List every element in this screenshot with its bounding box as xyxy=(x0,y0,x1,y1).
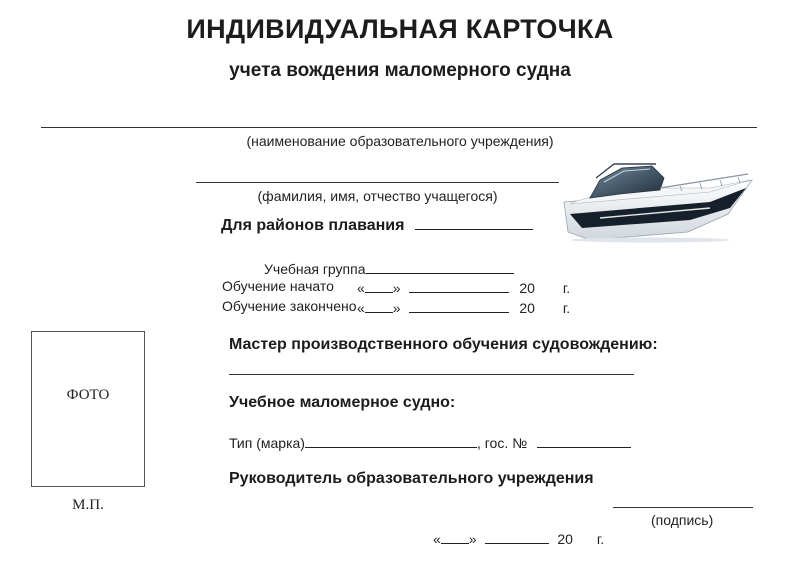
end-year-prefix: 20 xyxy=(519,300,535,316)
group-field xyxy=(264,259,514,277)
end-date-field xyxy=(357,298,570,316)
start-quote-close: » xyxy=(392,280,401,296)
director-year-prefix: 20 xyxy=(557,531,573,547)
end-quote-open: « xyxy=(357,300,365,316)
photo-label: ФОТО xyxy=(66,387,110,403)
end-quote-close: » xyxy=(392,300,401,316)
director-quote-open: « xyxy=(433,531,441,547)
institution-caption: (наименование образовательного учреждения) xyxy=(246,133,554,149)
end-day-line[interactable] xyxy=(365,298,393,313)
vessel-type-line[interactable] xyxy=(305,433,477,448)
director-year-suffix: г. xyxy=(596,531,605,547)
vessel-reg-line[interactable] xyxy=(537,433,631,448)
director-day-line[interactable] xyxy=(441,529,469,544)
end-label: Обучение закончено xyxy=(222,298,357,314)
end-month-line[interactable] xyxy=(409,298,509,313)
end-year-suffix: г. xyxy=(562,300,571,316)
start-year-prefix: 20 xyxy=(519,280,535,296)
vessel-reg-label: , гос. № xyxy=(476,435,528,451)
start-label: Обучение начато xyxy=(222,278,334,294)
regions-input-line[interactable] xyxy=(415,215,533,230)
card-title: ИНДИВИДУАЛЬНАЯ КАРТОЧКА xyxy=(186,14,614,44)
stamp-label: М.П. xyxy=(72,497,104,513)
start-month-line[interactable] xyxy=(409,278,509,293)
motorboat-icon xyxy=(560,158,755,243)
regions-field xyxy=(221,215,533,235)
master-label: Мастер производственного обучения судовождению: xyxy=(229,336,658,353)
master-name-line[interactable] xyxy=(229,374,634,375)
regions-label: Для районов плавания xyxy=(221,217,405,234)
group-label: Учебная группа xyxy=(264,261,366,277)
start-day-line[interactable] xyxy=(365,278,393,293)
institution-line xyxy=(41,127,757,128)
student-caption: (фамилия, имя, отчество учащегося) xyxy=(257,188,498,204)
director-month-line[interactable] xyxy=(485,529,549,544)
start-quote-open: « xyxy=(357,280,365,296)
vessel-type-label: Тип (марка) xyxy=(229,435,305,451)
photo-box xyxy=(31,331,145,487)
start-date-field xyxy=(357,278,570,296)
student-name-line xyxy=(196,182,559,183)
director-label: Руководитель образовательного учреждения xyxy=(229,470,594,487)
start-year-suffix: г. xyxy=(562,280,571,296)
director-date-field xyxy=(433,529,604,547)
signature-caption: (подпись) xyxy=(651,512,714,528)
vessel-label: Учебное маломерное судно: xyxy=(229,394,456,411)
director-quote-close: » xyxy=(468,531,477,547)
signature-line[interactable] xyxy=(613,507,753,508)
vessel-type-field xyxy=(229,433,631,451)
group-input-line[interactable] xyxy=(366,259,514,274)
card-subtitle: учета вождения маломерного судна xyxy=(229,60,571,81)
